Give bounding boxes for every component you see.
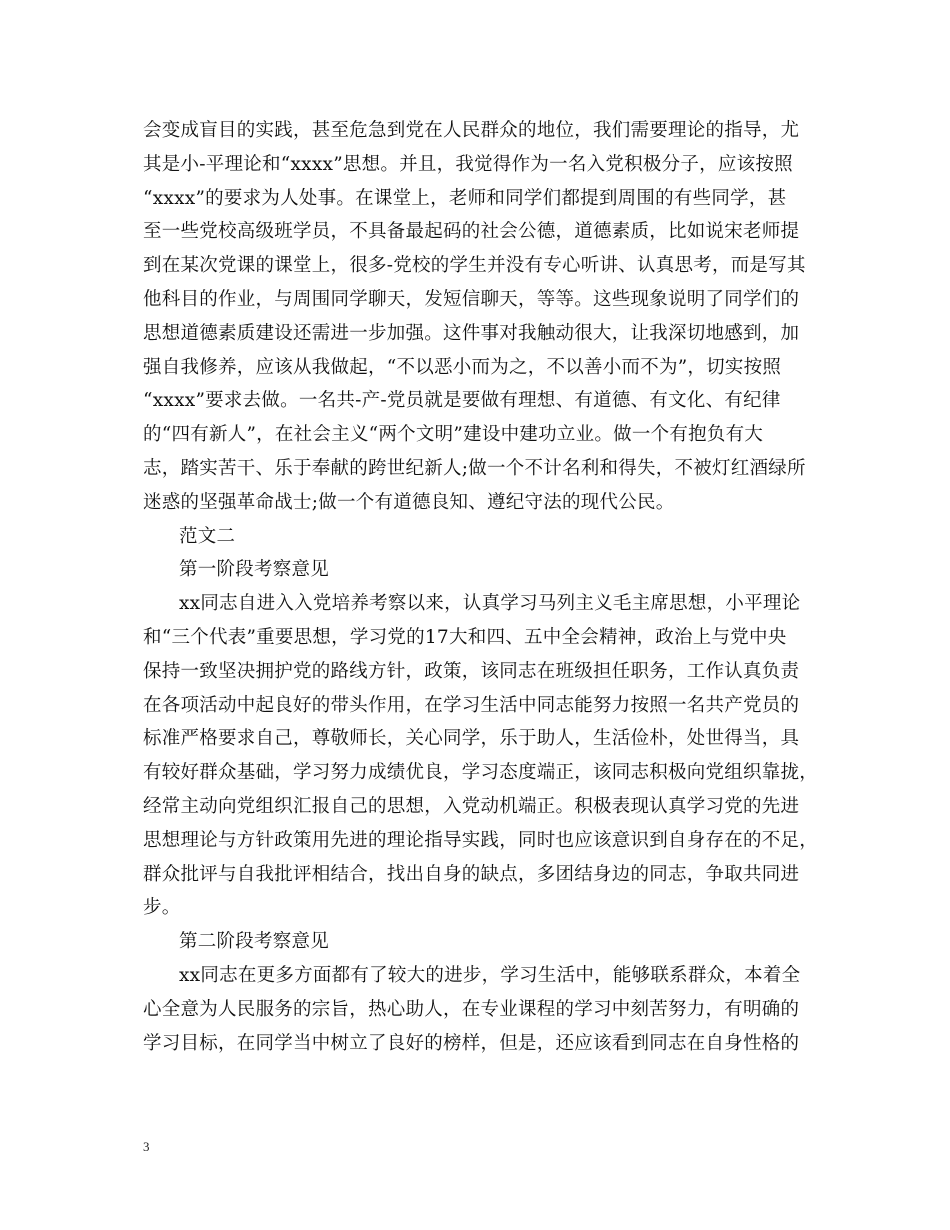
text-line: 的“四有新人”，在社会主义“两个文明”建设中建功立业。做一个有抱负有大	[143, 424, 764, 446]
text-line: 其是小-平理论和“xxxx”思想。并且，我觉得作为一名入党积极分子，应该按照	[143, 153, 793, 175]
text-line: 和“三个代表”重要思想，学习党的17大和四、五中全会精神，政治上与党中央	[143, 626, 787, 648]
text-line: “xxxx”的要求为人处事。在课堂上，老师和同学们都提到周围的有些同学，甚	[143, 187, 787, 209]
text-line: 在各项活动中起良好的带头作用，在学习生活中同志能努力按照一名共产党员的	[143, 694, 800, 716]
text-line: xx同志在更多方面都有了较大的进步，学习生活中，能够联系群众，本着全	[179, 964, 801, 986]
text-line: 他科目的作业，与周围同学聊天，发短信聊天，等等。这些现象说明了同学们的	[143, 288, 800, 310]
text-line: 保持一致坚决拥护党的路线方针，政策，该同志在班级担任职务，工作认真负责	[143, 660, 800, 682]
text-line: “xxxx”要求去做。一名共-产-党员就是要做有理想、有道德、有文化、有纪律	[143, 390, 781, 412]
text-line: 志，踏实苦干、乐于奉献的跨世纪新人;做一个不计名利和得失，不被灯红酒绿所	[143, 457, 806, 479]
page-number: 3	[143, 1139, 150, 1154]
text-line: 心全意为人民服务的宗旨，热心助人，在专业课程的学习中刻苦努力，有明确的	[143, 998, 800, 1020]
text-line: 学习目标，在同学当中树立了良好的榜样，但是，还应该看到同志在自身性格的	[143, 1032, 800, 1054]
text-line: 第二阶段考察意见	[179, 931, 330, 953]
document-body	[143, 114, 818, 1060]
text-line: 会变成盲目的实践，甚至危急到党在人民群众的地位，我们需要理论的指导，尤	[143, 120, 800, 141]
text-line: 范文二	[179, 525, 236, 547]
text-line: 群众批评与自我批评相结合，找出自身的缺点，多团结身边的同志，争取共同进	[143, 863, 800, 885]
text-line: 强自我修养，应该从我做起，“不以恶小而为之，不以善小而不为”，切实按照	[143, 356, 782, 378]
text-line: 有较好群众基础，学习努力成绩优良，学习态度端正，该同志积极向党组织靠拢，	[143, 762, 819, 784]
text-line: 标准严格要求自己，尊敬师长，关心同学，乐于助人，生活俭朴，处世得当，具	[143, 728, 800, 750]
text-line: 思想道德素质建设还需进一步加强。这件事对我触动很大，让我深切地感到，加	[143, 322, 800, 344]
text-line: 经常主动向党组织汇报自己的思想，入党动机端正。积极表现认真学习党的先进	[143, 795, 800, 817]
text-line: 步。	[143, 897, 181, 919]
text-line: xx同志自进入入党培养考察以来，认真学习马列主义毛主席思想，小平理论	[179, 593, 801, 615]
text-line: 至一些党校高级班学员，不具备最起码的社会公德，道德素质，比如说宋老师提	[143, 221, 800, 243]
text-line: 到在某次党课的课堂上，很多-党校的学生并没有专心听讲、认真思考，而是写其	[143, 255, 806, 277]
text-line: 思想理论与方针政策用先进的理论指导实践，同时也应该意识到自身存在的不足，	[143, 829, 819, 851]
text-line: 迷惑的坚强革命战士;做一个有道德良知、遵纪守法的现代公民。	[143, 491, 675, 513]
text-line: 第一阶段考察意见	[179, 559, 330, 581]
